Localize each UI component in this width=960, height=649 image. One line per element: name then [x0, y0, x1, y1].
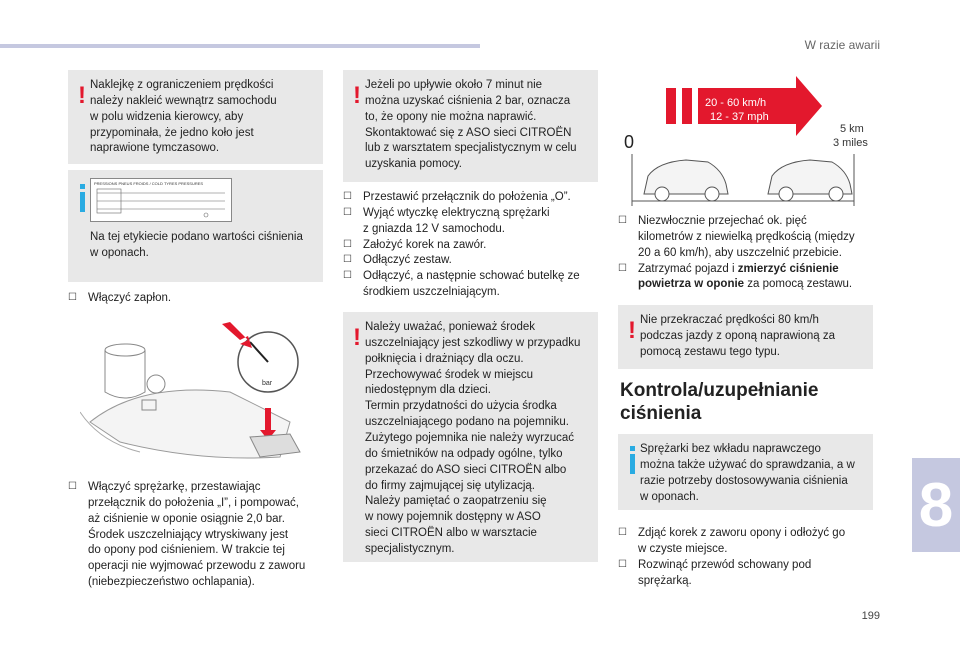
- compressor-illustration: [80, 312, 320, 472]
- warning-box-speed-limit: [618, 305, 873, 369]
- step-list-ignition: [68, 291, 323, 307]
- step-list-disconnect: [343, 190, 598, 301]
- step-bold-text: zmierzyć ciśnienie powietrza w oponie: [638, 262, 839, 291]
- chapter-tab: 8: [912, 458, 960, 552]
- step-text: Włączyć sprężarkę, przestawiając przełącznik do położenia „I”, i pompować, aż ciśnienie w oponie osiągnie 2,0 bar. Środek uszczelniający wtryskiwany jest do opony pod ciśnieniem. W trakcie tej operacji nie wyjmować przewodu z zaworu (niebezpieczeństwo ochlapania).: [88, 481, 306, 589]
- page-number: 199: [861, 610, 880, 622]
- info-box-compressor: [618, 434, 873, 510]
- sticker-caption: PRESSIONS PNEUS FROIDS / COLD TYRES PRESSURES: [94, 181, 204, 186]
- step-text: Niezwłocznie przejechać ok. pięć kilometrów z niewielką prędkością (między 20 a 60 km/h), aby uszczelnić przebicie.: [638, 215, 855, 259]
- step-text: Wyjąć wtyczkę elektryczną sprężarki z gniazda 12 V samochodu.: [363, 206, 550, 235]
- checkbox-icon: ☐: [618, 527, 627, 538]
- warning-box-speed-sticker: [68, 70, 323, 164]
- info-icon: [630, 446, 635, 474]
- exclamation-icon: !: [78, 82, 86, 109]
- exclamation-icon: !: [353, 82, 361, 109]
- checkbox-icon: ☐: [618, 262, 627, 274]
- step-text: Włączyć zapłon.: [88, 292, 172, 304]
- step-text: Rozwinąć przewód schowany pod sprężarką.: [638, 558, 812, 587]
- distance-miles: 3 miles: [833, 137, 868, 149]
- speed-mph: 12 - 37 mph: [710, 111, 769, 123]
- driving-distance-diagram: [618, 76, 878, 206]
- info-box-label: [68, 170, 323, 282]
- checkbox-icon: ☐: [343, 254, 352, 266]
- step-list-valve: [618, 526, 878, 589]
- checkbox-icon: ☐: [68, 481, 77, 492]
- step-text: Założyć korek na zawór.: [363, 238, 487, 251]
- gauge-unit: bar: [262, 380, 273, 387]
- step-text: Zdjąć korek z zaworu opony i odłożyć go w czyste miejsce.: [638, 527, 846, 555]
- checkbox-icon: ☐: [618, 558, 627, 570]
- checkbox-icon: ☐: [343, 238, 352, 250]
- step-list-driving: [618, 214, 878, 293]
- distance-km: 5 km: [840, 123, 864, 135]
- top-accent-bar: [0, 44, 480, 48]
- warning-text: Naklejkę z ograniczeniem prędkości należy nakleić wewnątrz samochodu w polu widzenia kierowcy, aby przypominała, że jedno koło jest naprawione tymczasowo.: [90, 79, 277, 155]
- warning-text: Nie przekraczać prędkości 80 km/h podczas jazdy z oponą naprawioną za pomocą zestawu tego typu.: [640, 314, 835, 358]
- checkbox-icon: ☐: [343, 206, 352, 218]
- step-list-compressor: [68, 480, 328, 591]
- section-heading: Kontrola/uzupełnianie ciśnienia: [620, 380, 819, 424]
- step-text-tail: za pomocą zestawu.: [744, 278, 853, 291]
- tyre-pressure-label-image: [90, 178, 232, 222]
- warning-text: Jeżeli po upływie około 7 minut nie można uzyskać ciśnienia 2 bar, oznacza to, że opony nie można naprawić. Skontaktować się z ASO sieci CITROËN lub z warsztatem specjalistycznym w celu uzyskania pomocy.: [365, 79, 577, 171]
- exclamation-icon: !: [353, 324, 361, 351]
- checkbox-icon: ☐: [618, 215, 627, 226]
- distance-zero: 0: [624, 132, 635, 152]
- exclamation-icon: !: [628, 317, 636, 344]
- step-text: Przestawić przełącznik do położenia „O”.: [363, 191, 571, 203]
- warning-text: Należy uważać, ponieważ środek uszczelniający jest szkodliwy w przypadku połknięcia i drażniący dla oczu. Przechowywać środek w miejscu niedostępnym dla dzieci. Termin przydatności do użycia środka uszczelniającego podano na pojemniku. Zużytego pojemnika nie należy wyrzucać do śmietników na odpady ogólne, tylko przekazać do ASO sieci CITROËN albo do firmy zajmującej się utylizacją. Należy pamiętać o zaopatrzeniu się w nowy pojemnik dostępny w ASO sieci CITROËN albo w warsztacie specjalistycznym.: [365, 321, 581, 556]
- step-text: Zatrzymać pojazd i: [638, 262, 738, 275]
- checkbox-icon: ☐: [343, 270, 352, 282]
- checkbox-icon: ☐: [343, 191, 352, 202]
- info-icon: [80, 184, 85, 212]
- checkbox-icon: ☐: [68, 292, 77, 303]
- warning-box-pressure: [343, 70, 598, 182]
- step-text: Odłączyć, a następnie schować butelkę ze środkiem uszczelniającym.: [363, 270, 580, 299]
- speed-kmh: 20 - 60 km/h: [705, 97, 767, 109]
- section-title: W razie awarii: [804, 38, 880, 52]
- sticker-lines-graphic: [91, 187, 231, 219]
- info-text: Sprężarki bez wkładu naprawczego można także używać do sprawdzania, a w razie potrzeby dostosowywania ciśnienia w oponach.: [640, 443, 855, 503]
- step-text: Odłączyć zestaw.: [363, 254, 452, 267]
- warning-box-sealant: [343, 312, 598, 562]
- info-text: Na tej etykiecie podano wartości ciśnienia w oponach.: [90, 231, 303, 259]
